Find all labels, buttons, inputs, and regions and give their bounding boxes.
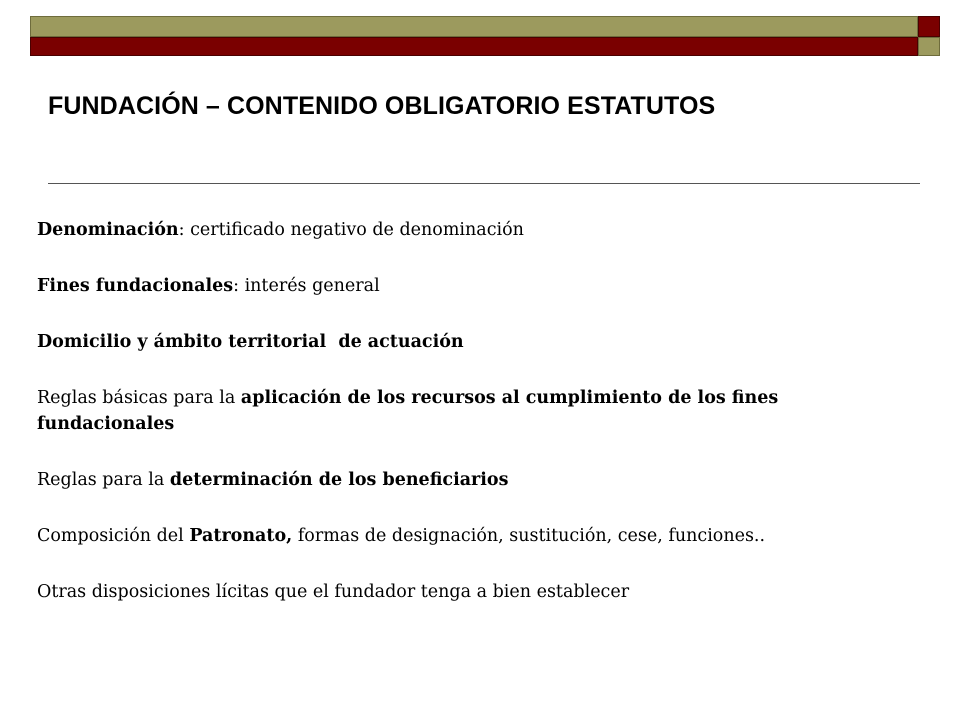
item-reglas-recursos-bold: aplicación de los recursos al cumplimiento de los fines fundacionales [37,388,779,434]
slide-title: FUNDACIÓN – CONTENIDO OBLIGATORIO ESTATUTOS [48,92,716,120]
item-reglas-recursos [37,385,917,437]
header-square-top [918,16,940,37]
item-beneficiarios [37,467,917,493]
header-square-bottom [918,37,940,56]
item-beneficiarios-text: Reglas para la [37,470,170,490]
item-domicilio-bold: Domicilio y ámbito territorial de actuación [37,332,464,352]
item-domicilio [37,329,917,355]
item-patronato-text: formas de designación, sustitución, cese, funciones.. [292,526,766,546]
title-divider [48,183,920,184]
item-patronato-bold: Patronato, [189,526,293,546]
item-beneficiarios-bold: determinación de los beneficiarios [169,470,509,490]
item-denominacion-bold: Denominación [37,220,179,240]
item-patronato [37,523,917,549]
item-reglas-recursos-text: Reglas básicas para la [37,388,241,408]
item-denominacion-text: : certificado negativo de denominación [178,220,524,240]
item-otras [37,579,917,605]
item-fines [37,273,917,299]
item-patronato-text-before: Composición del [37,526,190,546]
header-bar-bottom [30,37,918,56]
item-otras-text: Otras disposiciones lícitas que el fundador tenga a bien establecer [37,582,630,602]
item-fines-bold: Fines fundacionales [37,276,234,296]
item-fines-text: : interés general [233,276,380,296]
header-bar-top [30,16,918,37]
item-denominacion [37,217,917,243]
slide-body [37,217,917,635]
